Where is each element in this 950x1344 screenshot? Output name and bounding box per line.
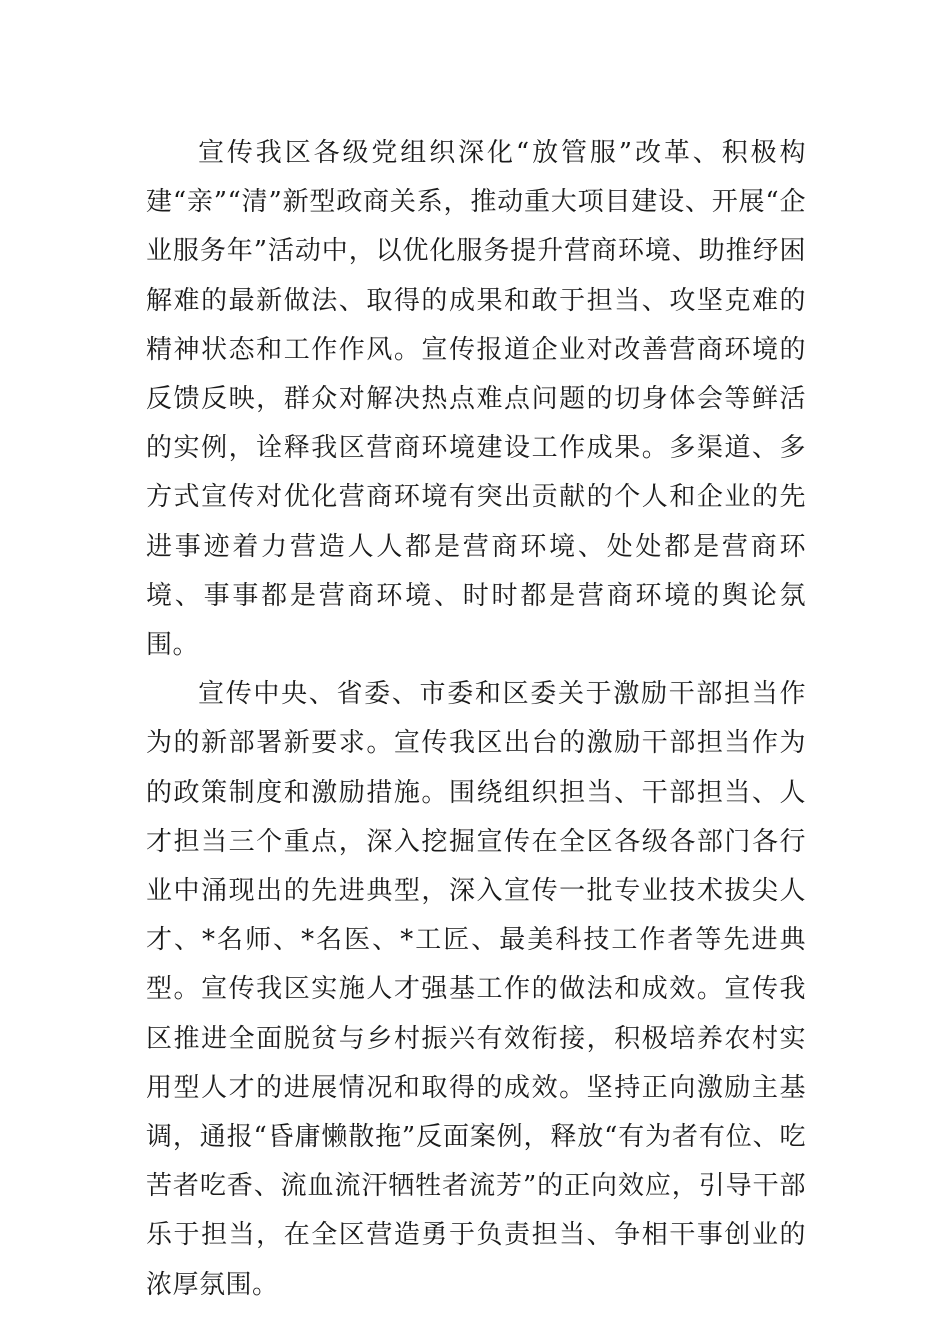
paragraph-business-environment: 宣传我区各级党组织深化“放管服”改革、积极构建“亲”“清”新型政商关系，推动重大项目建设、开展“企业服务年”活动中，以优化服务提升营商环境、助推纾困解难的最新做法、取得的成果和敢于担当、攻坚克难的精神状态和工作作风。宣传报道企业对改善营商环境的反馈反映，群众对解决热点难点问题的切身体会等鲜活的实例，诠释我区营商环境建设工作成果。多渠道、多方式宣传对优化营商环境有突出贡献的个人和企业的先进事迹着力营造人人都是营商环境、处处都是营商环境、事事都是营商环境、时时都是营商环境的舆论氛围。 <box>146 138 806 661</box>
document-body <box>146 129 806 1310</box>
paragraph-cadre-incentives: 宣传中央、省委、市委和区委关于激励干部担当作为的新部署新要求。宣传我区出台的激励干部担当作为的政策制度和激励措施。围绕组织担当、干部担当、人才担当三个重点，深入挖掘宣传在全区各级各部门各行业中涌现出的先进典型，深入宣传一批专业技术拔尖人才、*名师、*名医、*工匠、最美科技工作者等先进典型。宣传我区实施人才强基工作的做法和成效。宣传我区推进全面脱贫与乡村振兴有效衔接，积极培养农村实用型人才的进展情况和取得的成效。坚持正向激励主基调，通报“昏庸懒散拖”反面案例，释放“有为者有位、吃苦者吃香、流血流汗牺牲者流芳”的正向效应，引导干部乐于担当，在全区营造勇于负责担当、争相干事创业的浓厚氛围。 <box>146 679 806 1300</box>
